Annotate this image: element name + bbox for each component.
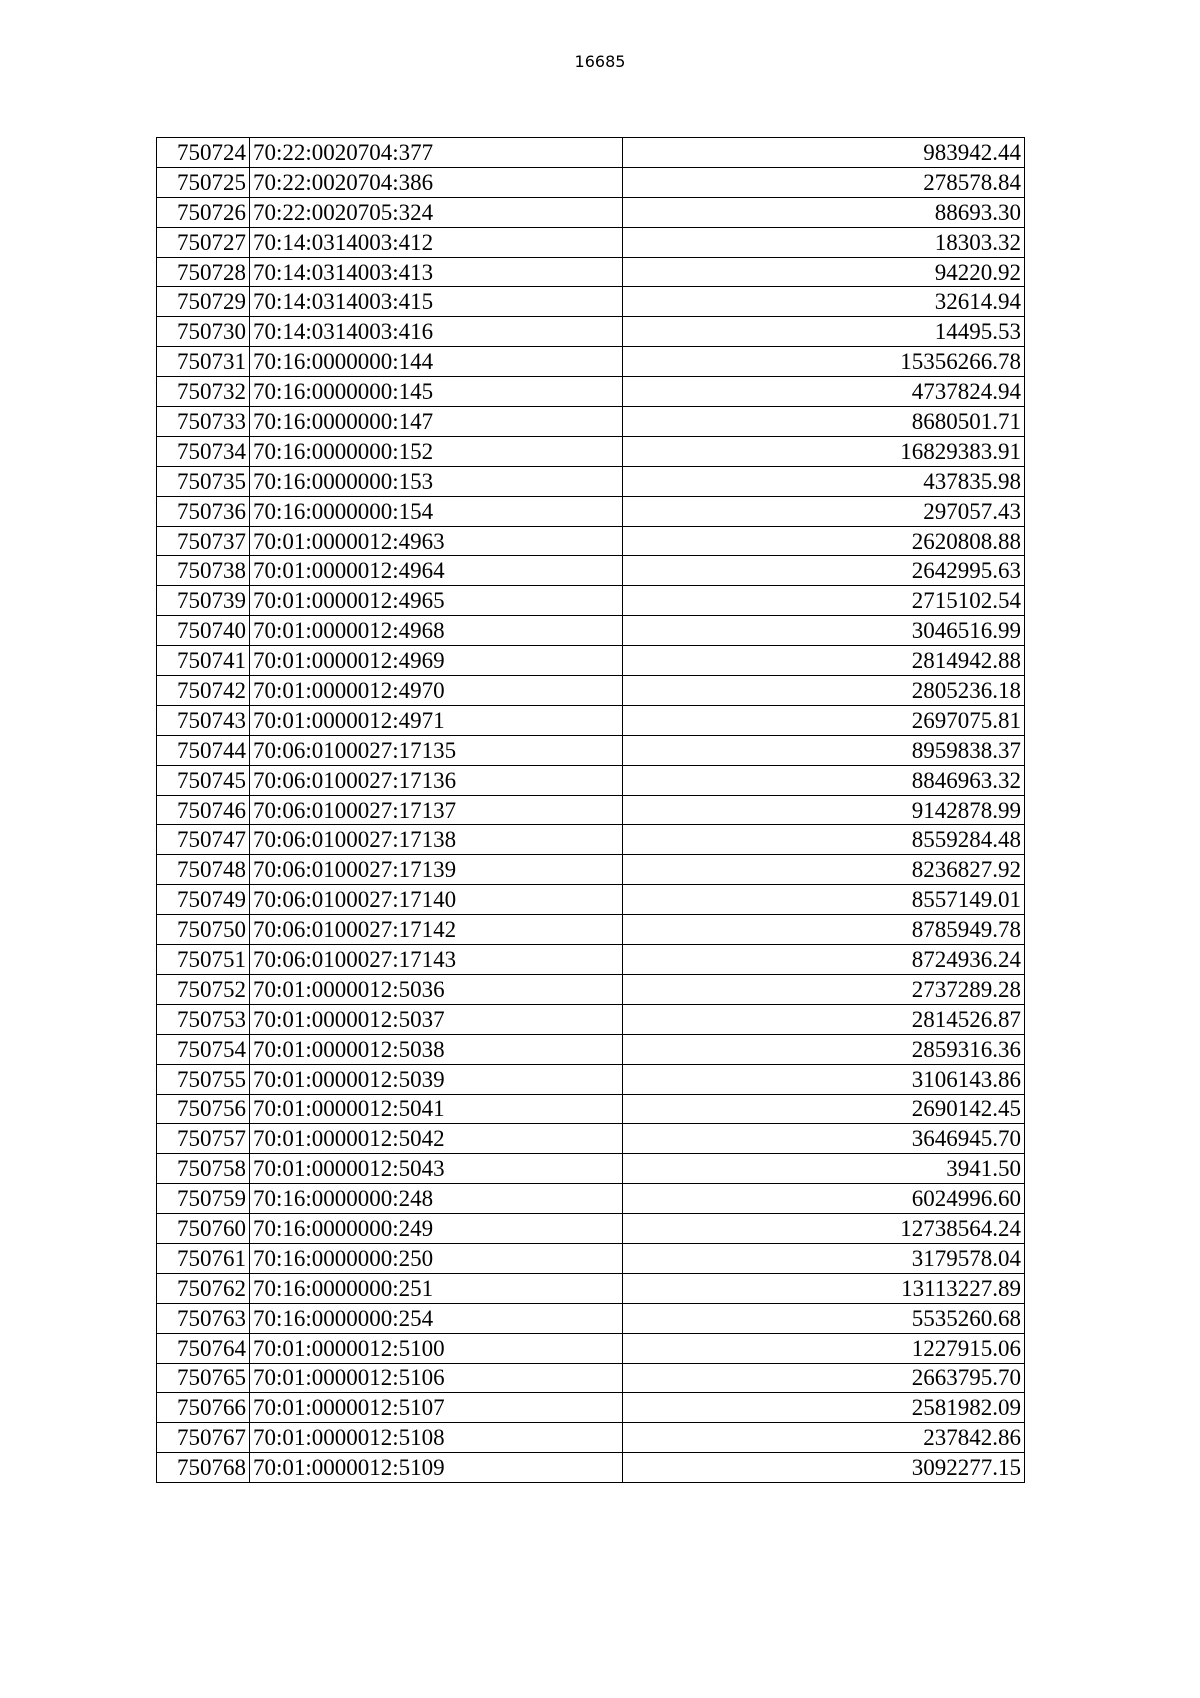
- cadastral-number-cell: 70:01:0000012:4964: [250, 556, 623, 586]
- cadastral-value-cell: 2697075.81: [623, 705, 1025, 735]
- cadastral-number-cell: 70:01:0000012:5041: [250, 1094, 623, 1124]
- row-number-cell: 750756: [157, 1094, 250, 1124]
- cadastral-number-cell: 70:14:0314003:412: [250, 227, 623, 257]
- cadastral-value-cell: 15356266.78: [623, 347, 1025, 377]
- cadastral-value-cell: 32614.94: [623, 287, 1025, 317]
- row-number-cell: 750738: [157, 556, 250, 586]
- cadastral-number-cell: 70:16:0000000:145: [250, 377, 623, 407]
- table-row: [157, 974, 1025, 1004]
- row-number-cell: 750767: [157, 1423, 250, 1453]
- row-number-cell: 750734: [157, 436, 250, 466]
- table-row: [157, 407, 1025, 437]
- row-number-cell: 750724: [157, 138, 250, 168]
- cadastral-value-cell: 13113227.89: [623, 1273, 1025, 1303]
- row-number-cell: 750760: [157, 1214, 250, 1244]
- table-row: [157, 586, 1025, 616]
- cadastral-number-cell: 70:16:0000000:254: [250, 1303, 623, 1333]
- table-row: [157, 945, 1025, 975]
- row-number-cell: 750733: [157, 407, 250, 437]
- row-number-cell: 750747: [157, 825, 250, 855]
- row-number-cell: 750726: [157, 197, 250, 227]
- row-number-cell: 750761: [157, 1243, 250, 1273]
- table-row: [157, 616, 1025, 646]
- table-row: [157, 765, 1025, 795]
- cadastral-number-cell: 70:01:0000012:5036: [250, 974, 623, 1004]
- cadastral-number-cell: 70:01:0000012:4971: [250, 705, 623, 735]
- cadastral-value-cell: 5535260.68: [623, 1303, 1025, 1333]
- cadastral-value-cell: 8724936.24: [623, 945, 1025, 975]
- cadastral-value-cell: 4737824.94: [623, 377, 1025, 407]
- cadastral-number-cell: 70:01:0000012:4963: [250, 526, 623, 556]
- cadastral-number-cell: 70:16:0000000:144: [250, 347, 623, 377]
- cadastral-number-cell: 70:01:0000012:5039: [250, 1064, 623, 1094]
- cadastral-value-cell: 3179578.04: [623, 1243, 1025, 1273]
- row-number-cell: 750725: [157, 167, 250, 197]
- cadastral-value-cell: 3092277.15: [623, 1453, 1025, 1483]
- cadastral-number-cell: 70:06:0100027:17143: [250, 945, 623, 975]
- row-number-cell: 750741: [157, 646, 250, 676]
- cadastral-number-cell: 70:01:0000012:5038: [250, 1034, 623, 1064]
- row-number-cell: 750746: [157, 795, 250, 825]
- cadastral-value-cell: 8785949.78: [623, 915, 1025, 945]
- table-row: [157, 1333, 1025, 1363]
- row-number-cell: 750757: [157, 1124, 250, 1154]
- cadastral-number-cell: 70:01:0000012:4965: [250, 586, 623, 616]
- cadastral-value-cell: 2859316.36: [623, 1034, 1025, 1064]
- cadastral-number-cell: 70:22:0020705:324: [250, 197, 623, 227]
- cadastral-value-cell: 2814942.88: [623, 646, 1025, 676]
- cadastral-value-cell: 6024996.60: [623, 1184, 1025, 1214]
- row-number-cell: 750764: [157, 1333, 250, 1363]
- table-row: [157, 197, 1025, 227]
- cadastral-number-cell: 70:14:0314003:415: [250, 287, 623, 317]
- row-number-cell: 750768: [157, 1453, 250, 1483]
- table-row: [157, 705, 1025, 735]
- table-row: [157, 646, 1025, 676]
- row-number-cell: 750750: [157, 915, 250, 945]
- cadastral-number-cell: 70:01:0000012:4970: [250, 676, 623, 706]
- cadastral-number-cell: 70:01:0000012:5107: [250, 1393, 623, 1423]
- table-row: [157, 138, 1025, 168]
- cadastral-value-cell: 1227915.06: [623, 1333, 1025, 1363]
- cadastral-value-cell: 2642995.63: [623, 556, 1025, 586]
- cadastral-value-cell: 278578.84: [623, 167, 1025, 197]
- cadastral-value-cell: 437835.98: [623, 466, 1025, 496]
- row-number-cell: 750762: [157, 1273, 250, 1303]
- cadastral-value-cell: 2814526.87: [623, 1004, 1025, 1034]
- table-row: [157, 855, 1025, 885]
- table-row: [157, 526, 1025, 556]
- row-number-cell: 750739: [157, 586, 250, 616]
- cadastral-number-cell: 70:01:0000012:5042: [250, 1124, 623, 1154]
- cadastral-number-cell: 70:14:0314003:416: [250, 317, 623, 347]
- table-row: [157, 436, 1025, 466]
- table-row: [157, 1004, 1025, 1034]
- cadastral-value-cell: 3941.50: [623, 1154, 1025, 1184]
- table-row: [157, 1184, 1025, 1214]
- table-body: [157, 138, 1025, 1483]
- row-number-cell: 750730: [157, 317, 250, 347]
- cadastral-value-cell: 3106143.86: [623, 1064, 1025, 1094]
- cadastral-value-cell: 3646945.70: [623, 1124, 1025, 1154]
- cadastral-number-cell: 70:16:0000000:250: [250, 1243, 623, 1273]
- table-row: [157, 167, 1025, 197]
- row-number-cell: 750763: [157, 1303, 250, 1333]
- cadastral-value-cell: 8557149.01: [623, 885, 1025, 915]
- table-row: [157, 496, 1025, 526]
- cadastral-value-cell: 8236827.92: [623, 855, 1025, 885]
- table-row: [157, 317, 1025, 347]
- cadastral-number-cell: 70:06:0100027:17139: [250, 855, 623, 885]
- table-row: [157, 735, 1025, 765]
- table-row: [157, 347, 1025, 377]
- cadastral-number-cell: 70:16:0000000:147: [250, 407, 623, 437]
- table-row: [157, 825, 1025, 855]
- cadastral-number-cell: 70:01:0000012:5106: [250, 1363, 623, 1393]
- table-row: [157, 1423, 1025, 1453]
- cadastral-value-cell: 2620808.88: [623, 526, 1025, 556]
- cadastral-number-cell: 70:14:0314003:413: [250, 257, 623, 287]
- row-number-cell: 750753: [157, 1004, 250, 1034]
- table-row: [157, 1273, 1025, 1303]
- cadastral-number-cell: 70:01:0000012:4968: [250, 616, 623, 646]
- table-row: [157, 1064, 1025, 1094]
- table-row: [157, 1034, 1025, 1064]
- row-number-cell: 750743: [157, 705, 250, 735]
- cadastral-number-cell: 70:16:0000000:251: [250, 1273, 623, 1303]
- cadastral-value-cell: 2581982.09: [623, 1393, 1025, 1423]
- row-number-cell: 750748: [157, 855, 250, 885]
- cadastral-number-cell: 70:16:0000000:154: [250, 496, 623, 526]
- cadastral-number-cell: 70:06:0100027:17140: [250, 885, 623, 915]
- cadastral-value-cell: 16829383.91: [623, 436, 1025, 466]
- row-number-cell: 750759: [157, 1184, 250, 1214]
- table-row: [157, 1094, 1025, 1124]
- cadastral-number-cell: 70:16:0000000:249: [250, 1214, 623, 1244]
- table-row: [157, 1214, 1025, 1244]
- cadastral-value-cell: 2715102.54: [623, 586, 1025, 616]
- row-number-cell: 750766: [157, 1393, 250, 1423]
- row-number-cell: 750765: [157, 1363, 250, 1393]
- table-row: [157, 1303, 1025, 1333]
- cadastral-value-cell: 9142878.99: [623, 795, 1025, 825]
- row-number-cell: 750749: [157, 885, 250, 915]
- table-row: [157, 1124, 1025, 1154]
- cadastral-value-cell: 94220.92: [623, 257, 1025, 287]
- cadastral-number-cell: 70:01:0000012:5109: [250, 1453, 623, 1483]
- cadastral-number-cell: 70:16:0000000:248: [250, 1184, 623, 1214]
- row-number-cell: 750732: [157, 377, 250, 407]
- cadastral-value-cell: 88693.30: [623, 197, 1025, 227]
- cadastral-number-cell: 70:16:0000000:153: [250, 466, 623, 496]
- row-number-cell: 750740: [157, 616, 250, 646]
- row-number-cell: 750729: [157, 287, 250, 317]
- row-number-cell: 750744: [157, 735, 250, 765]
- cadastral-number-cell: 70:01:0000012:5100: [250, 1333, 623, 1363]
- cadastral-value-cell: 2805236.18: [623, 676, 1025, 706]
- cadastral-number-cell: 70:06:0100027:17142: [250, 915, 623, 945]
- cadastral-value-cell: 3046516.99: [623, 616, 1025, 646]
- cadastral-number-cell: 70:06:0100027:17137: [250, 795, 623, 825]
- table-row: [157, 466, 1025, 496]
- table-row: [157, 915, 1025, 945]
- table-row: [157, 257, 1025, 287]
- row-number-cell: 750728: [157, 257, 250, 287]
- cadastral-number-cell: 70:06:0100027:17136: [250, 765, 623, 795]
- cadastral-value-cell: 237842.86: [623, 1423, 1025, 1453]
- table-row: [157, 795, 1025, 825]
- table-row: [157, 287, 1025, 317]
- table-row: [157, 1453, 1025, 1483]
- cadastral-number-cell: 70:01:0000012:5043: [250, 1154, 623, 1184]
- table-row: [157, 227, 1025, 257]
- cadastral-value-cell: 14495.53: [623, 317, 1025, 347]
- cadastral-number-cell: 70:01:0000012:4969: [250, 646, 623, 676]
- cadastral-number-cell: 70:01:0000012:5037: [250, 1004, 623, 1034]
- cadastral-value-cell: 18303.32: [623, 227, 1025, 257]
- table-row: [157, 1363, 1025, 1393]
- row-number-cell: 750742: [157, 676, 250, 706]
- row-number-cell: 750736: [157, 496, 250, 526]
- cadastral-value-cell: 2690142.45: [623, 1094, 1025, 1124]
- table-row: [157, 1154, 1025, 1184]
- row-number-cell: 750758: [157, 1154, 250, 1184]
- table-row: [157, 377, 1025, 407]
- cadastral-value-cell: 8559284.48: [623, 825, 1025, 855]
- cadastral-value-cell: 983942.44: [623, 138, 1025, 168]
- row-number-cell: 750752: [157, 974, 250, 1004]
- cadastral-value-cell: 2737289.28: [623, 974, 1025, 1004]
- row-number-cell: 750745: [157, 765, 250, 795]
- cadastral-value-cell: 8680501.71: [623, 407, 1025, 437]
- table-row: [157, 1393, 1025, 1423]
- table-row: [157, 676, 1025, 706]
- cadastral-number-cell: 70:22:0020704:377: [250, 138, 623, 168]
- row-number-cell: 750754: [157, 1034, 250, 1064]
- table-row: [157, 1243, 1025, 1273]
- cadastral-number-cell: 70:22:0020704:386: [250, 167, 623, 197]
- page-number: 16685: [574, 52, 626, 71]
- cadastral-number-cell: 70:06:0100027:17135: [250, 735, 623, 765]
- row-number-cell: 750737: [157, 526, 250, 556]
- cadastral-value-cell: 2663795.70: [623, 1363, 1025, 1393]
- table-row: [157, 556, 1025, 586]
- row-number-cell: 750727: [157, 227, 250, 257]
- cadastral-value-cell: 8846963.32: [623, 765, 1025, 795]
- cadastral-number-cell: 70:16:0000000:152: [250, 436, 623, 466]
- row-number-cell: 750755: [157, 1064, 250, 1094]
- table-row: [157, 885, 1025, 915]
- cadastral-value-cell: 297057.43: [623, 496, 1025, 526]
- cadastral-number-cell: 70:01:0000012:5108: [250, 1423, 623, 1453]
- cadastral-number-cell: 70:06:0100027:17138: [250, 825, 623, 855]
- cadastral-value-cell: 12738564.24: [623, 1214, 1025, 1244]
- cadastral-value-cell: 8959838.37: [623, 735, 1025, 765]
- cadastral-value-table: [156, 137, 1025, 1483]
- row-number-cell: 750751: [157, 945, 250, 975]
- row-number-cell: 750735: [157, 466, 250, 496]
- row-number-cell: 750731: [157, 347, 250, 377]
